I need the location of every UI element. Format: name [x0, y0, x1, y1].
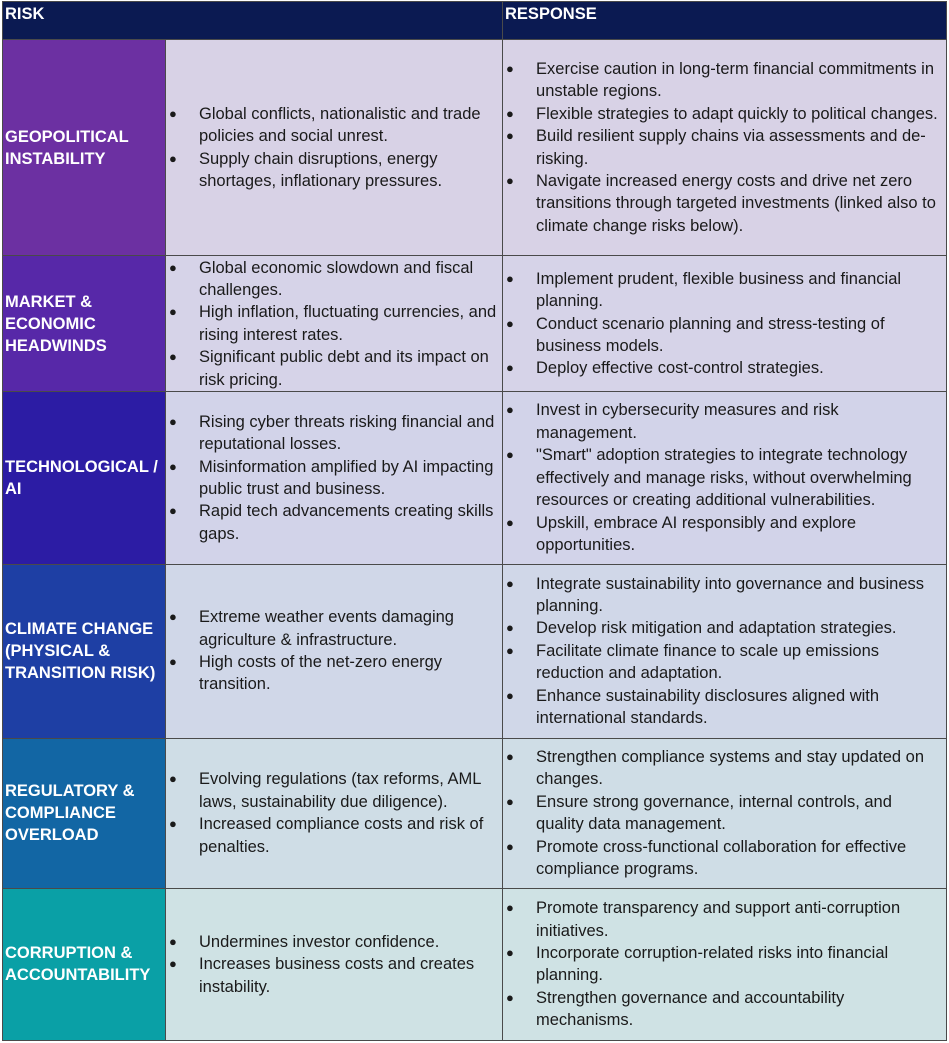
bullet-icon: ● — [506, 620, 514, 636]
bullet-icon: ● — [506, 402, 514, 418]
bullet-icon: ● — [169, 771, 177, 787]
bullet-icon: ● — [169, 503, 177, 519]
risk-details — [166, 256, 503, 392]
bullet-icon: ● — [506, 989, 514, 1005]
bullet-icon: ● — [506, 642, 514, 658]
list-item: ● Build resilient supply chains via assessments and de-risking. — [506, 127, 926, 168]
bullet-icon: ● — [169, 259, 177, 275]
list-item: ● Extreme weather events damaging agriculture & infrastructure. — [169, 608, 454, 649]
response-details — [503, 738, 947, 888]
bullet-icon: ● — [169, 458, 177, 474]
bullet-icon: ● — [506, 105, 514, 121]
bullet-icon: ● — [169, 105, 177, 121]
bullet-icon: ● — [169, 413, 177, 429]
response-details — [503, 256, 947, 392]
response-details — [503, 392, 947, 564]
bullet-icon: ● — [169, 150, 177, 166]
list-item: ● Implement prudent, flexible business and financial planning. — [506, 269, 902, 311]
bullet-icon: ● — [169, 654, 177, 670]
list-item: ● Misinformation amplified by AI impacting public trust and business. — [169, 457, 494, 498]
bullet-icon: ● — [506, 514, 514, 530]
risk-category: GEOPOLITICAL INSTABILITY — [3, 40, 166, 256]
bullet-icon: ● — [506, 575, 514, 591]
table-header-row — [3, 2, 947, 40]
list-item: ● Global economic slowdown and fiscal challenges. — [169, 258, 474, 299]
bullet-icon: ● — [506, 128, 514, 144]
list-item: ● "Smart" adoption strategies to integrate technology effectively and manage risks, without overwhelming resources or creating additional vulnerabilities. — [506, 446, 912, 510]
list-item: ● Flexible strategies to adapt quickly to political changes. — [503, 103, 946, 125]
bullet-icon: ● — [506, 749, 514, 765]
list-item: ● Integrate sustainability into governance and business planning. — [506, 574, 925, 616]
risk-category: TECHNOLOGICAL / AI — [3, 392, 166, 564]
response-column-header: RESPONSE — [503, 2, 947, 40]
list-item: ● Deploy effective cost-control strategies. — [503, 357, 946, 379]
bullet-icon: ● — [169, 349, 177, 365]
bullet-icon: ● — [506, 173, 514, 188]
bullet-icon: ● — [169, 816, 177, 832]
risk-column-header: RISK — [3, 2, 503, 40]
table-row — [3, 564, 947, 738]
list-item: ● High inflation, fluctuating currencies, and rising interest rates. — [169, 303, 497, 344]
list-item: ● Conduct scenario planning and stress-testing of business models. — [506, 314, 885, 355]
bullet-icon: ● — [169, 956, 177, 972]
response-details — [503, 564, 947, 738]
list-item: ● Rising cyber threats risking financial and reputational losses. — [169, 412, 495, 454]
table-row — [3, 738, 947, 888]
risk-category: MARKET & ECONOMIC HEADWINDS — [3, 256, 166, 392]
list-item: ● Incorporate corruption-related risks into financial planning. — [506, 944, 889, 985]
list-item: ● Strengthen compliance systems and stay updated on changes. — [506, 748, 924, 789]
bullet-icon: ● — [506, 270, 514, 286]
list-item: ● Promote cross-functional collaboration for effective compliance programs. — [506, 837, 907, 879]
bullet-icon: ● — [506, 838, 514, 854]
bullet-icon: ● — [169, 609, 177, 625]
list-item: ● Facilitate climate finance to scale up emissions reduction and adaptation. — [506, 641, 880, 683]
table-row — [3, 392, 947, 564]
risk-details — [166, 40, 503, 256]
table-row — [3, 888, 947, 1040]
list-item: ● Enhance sustainability disclosures aligned with international standards. — [506, 686, 880, 728]
bullet-icon: ● — [506, 360, 514, 376]
list-item: ● Significant public debt and its impact on risk pricing. — [169, 348, 489, 389]
list-item: ● Promote transparency and support anti-corruption initiatives. — [506, 899, 901, 940]
bullet-icon: ● — [506, 315, 514, 331]
list-item: ● Strengthen governance and accountability mechanisms. — [506, 988, 845, 1030]
bullet-icon: ● — [506, 447, 514, 463]
list-item: ● High costs of the net-zero energy transition. — [169, 653, 443, 694]
table-row — [3, 40, 947, 256]
response-details — [503, 888, 947, 1040]
bullet-icon: ● — [506, 945, 514, 960]
list-item: ● Exercise caution in long-term financial commitments in unstable regions. — [506, 59, 935, 101]
list-item: ● Develop risk mitigation and adaptation strategies. — [503, 617, 946, 639]
risk-details — [166, 888, 503, 1040]
list-item: ● Invest in cybersecurity measures and risk management. — [506, 401, 839, 442]
list-item: ● Global conflicts, nationalistic and trade policies and social unrest. — [169, 104, 481, 146]
bullet-icon: ● — [506, 687, 514, 703]
risk-category: CORRUPTION & ACCOUNTABILITY — [3, 888, 166, 1040]
list-item: ● Rapid tech advancements creating skills gaps. — [169, 502, 494, 543]
list-item: ● Increases business costs and creates instability. — [169, 955, 475, 996]
bullet-icon: ● — [169, 304, 177, 320]
table-row — [3, 256, 947, 392]
list-item: ● Undermines investor confidence. — [166, 931, 502, 953]
bullet-icon: ● — [506, 60, 514, 76]
risk-details — [166, 564, 503, 738]
list-item: ● Ensure strong governance, internal controls, and quality data management. — [506, 792, 892, 834]
list-item: ● Increased compliance costs and risk of penalties. — [169, 815, 484, 856]
response-details — [503, 40, 947, 256]
list-item: ● Supply chain disruptions, energy shortages, inflationary pressures. — [169, 149, 443, 190]
bullet-icon: ● — [506, 793, 514, 809]
list-item: ● Navigate increased energy costs and drive net zero transitions through targeted investments (linked also to climate change risks below). — [506, 172, 936, 235]
risk-details — [166, 392, 503, 564]
bullet-icon: ● — [506, 900, 514, 916]
risk-category: CLIMATE CHANGE (PHYSICAL & TRANSITION RISK) — [3, 564, 166, 738]
list-item: ● Evolving regulations (tax reforms, AML laws, sustainability due diligence). — [169, 770, 481, 811]
risk-category: REGULATORY & COMPLIANCE OVERLOAD — [3, 738, 166, 888]
risk-details — [166, 738, 503, 888]
bullet-icon: ● — [169, 933, 177, 949]
list-item: ● Upskill, embrace AI responsibly and explore opportunities. — [506, 513, 857, 554]
risk-response-table — [2, 1, 947, 1041]
